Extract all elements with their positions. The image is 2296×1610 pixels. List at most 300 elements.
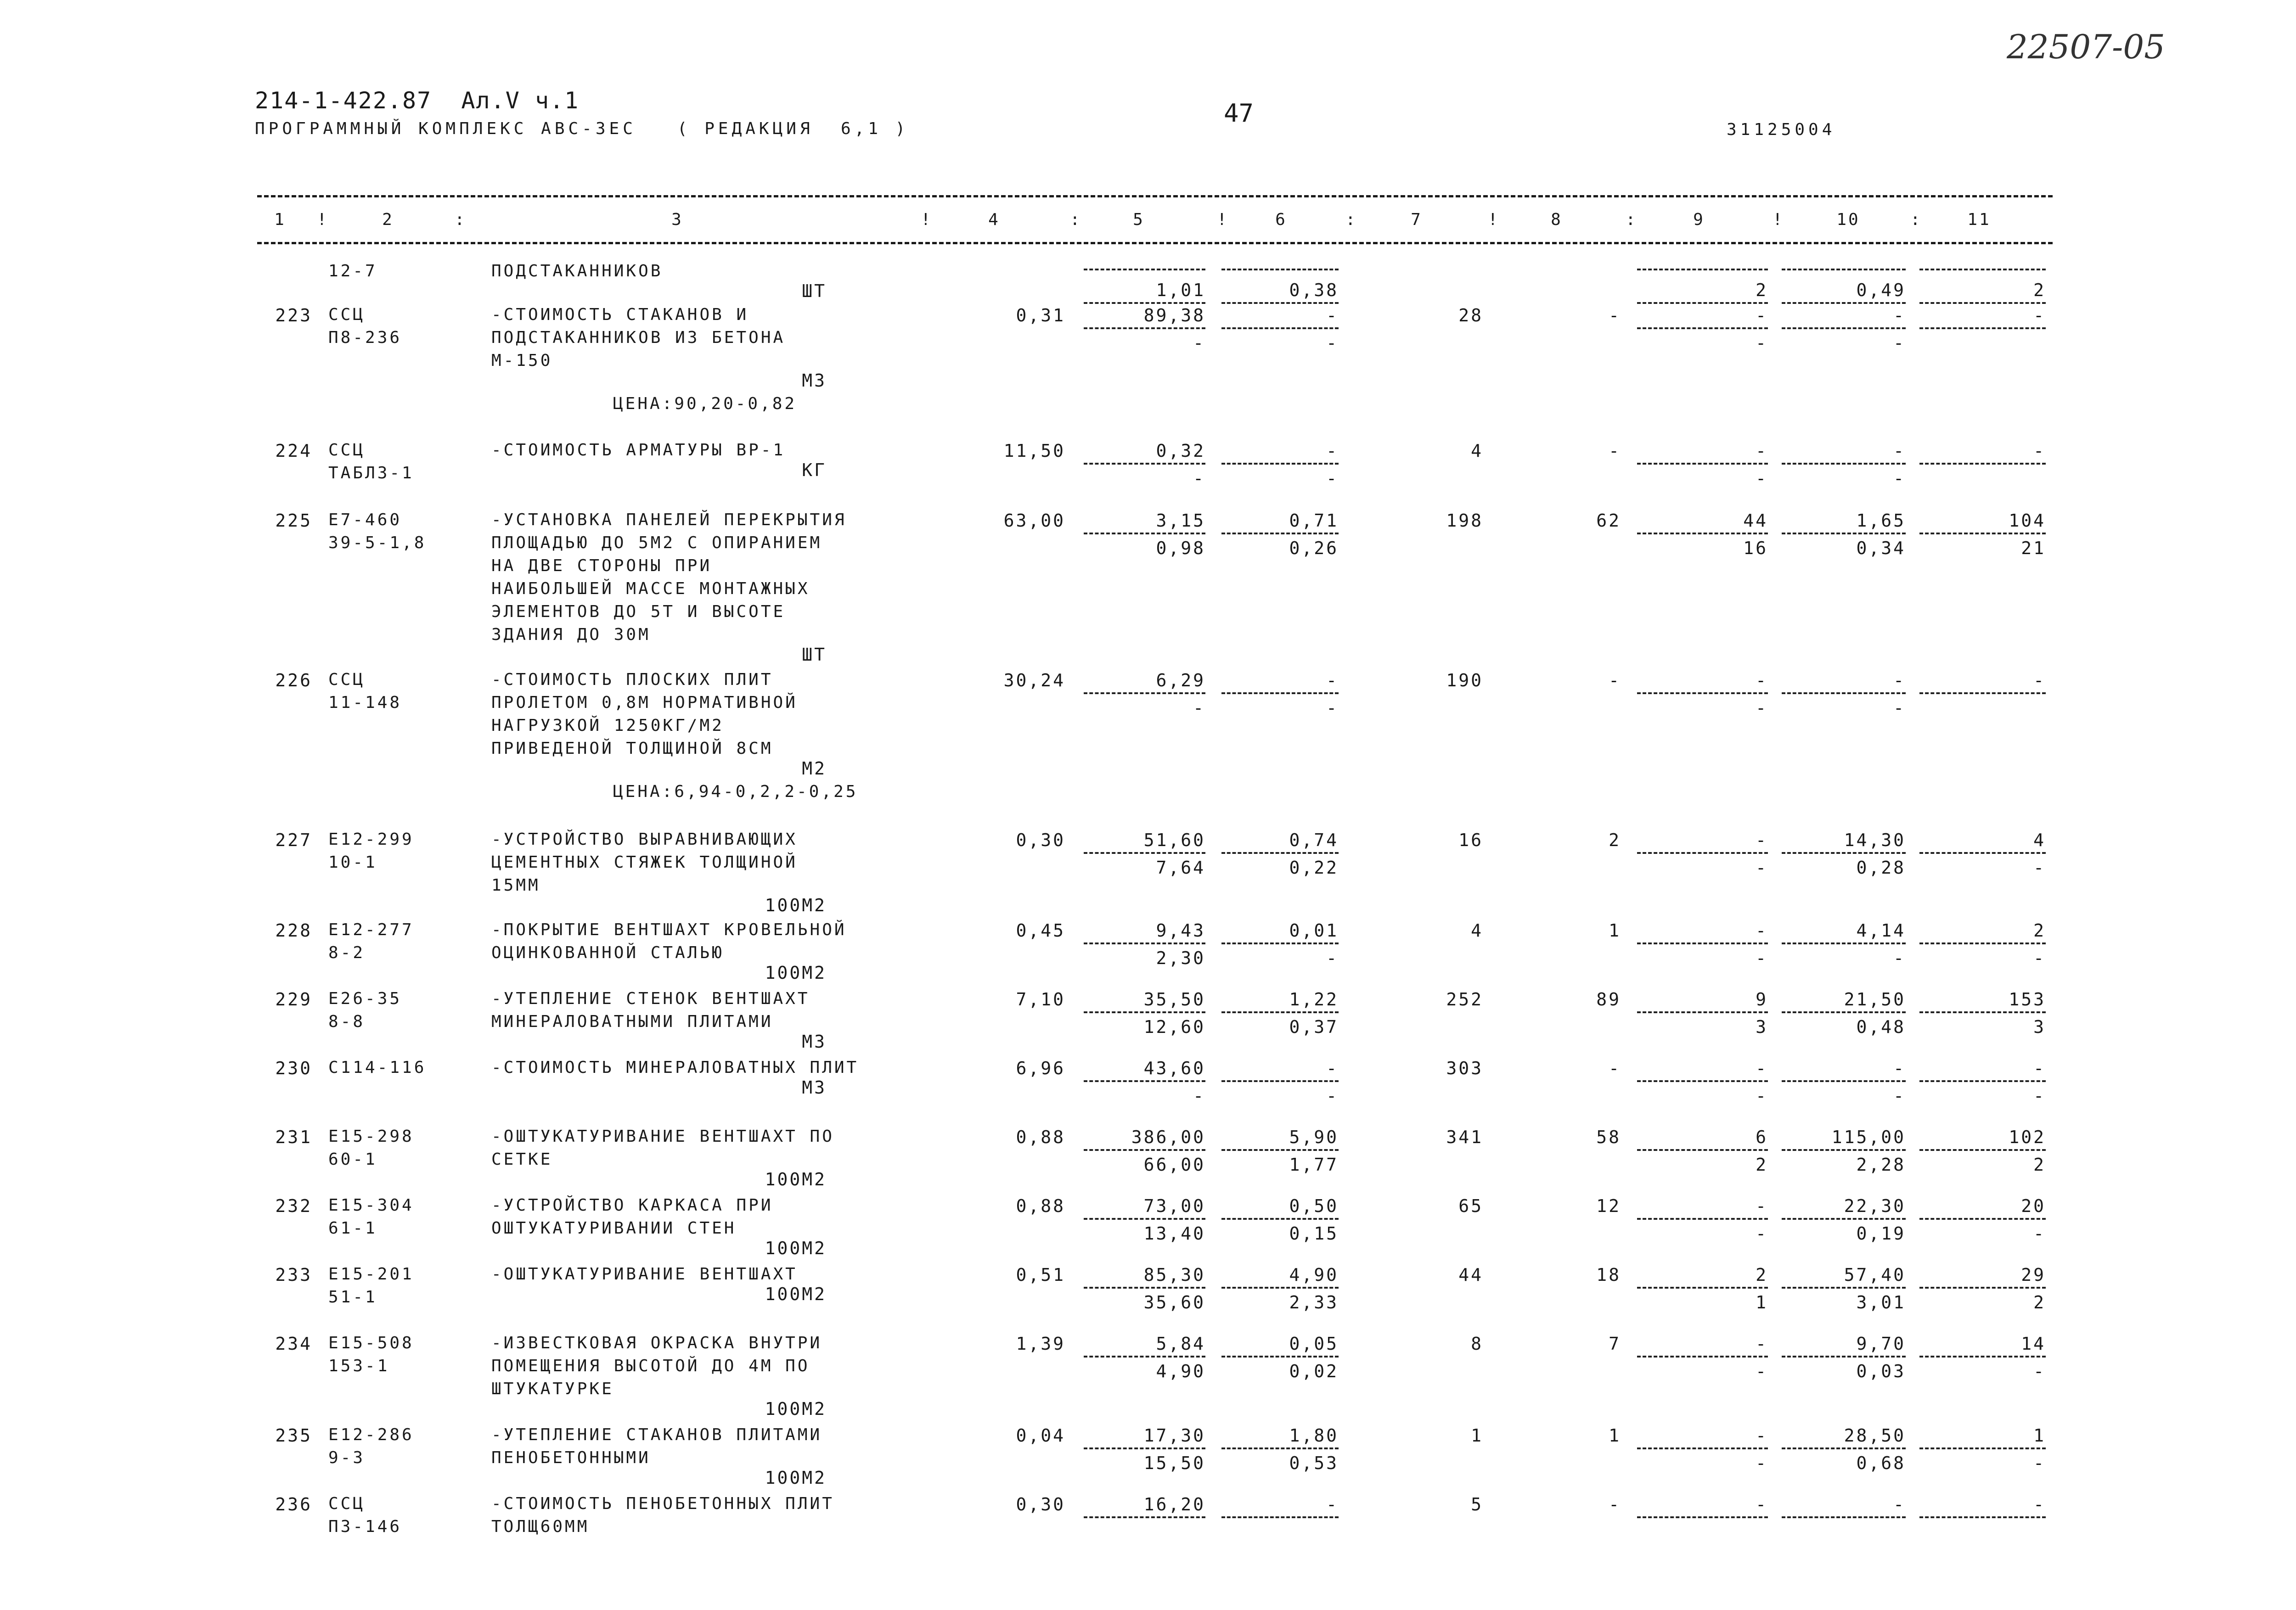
cell-col-8: 1 — [1609, 1425, 1621, 1446]
cell-col-9-sub: 1 — [1756, 1292, 1768, 1313]
cell-col-10: - — [1893, 670, 1906, 690]
column-number-10: 10 — [1836, 210, 1860, 229]
row-unit: 100М2 — [765, 1468, 827, 1488]
cell-divider — [1637, 269, 1768, 270]
column-separator: ! — [1217, 210, 1227, 229]
cell-divider — [1084, 463, 1205, 465]
cell-col-5-sub: 4,90 — [1156, 1361, 1205, 1381]
cell-col-8: - — [1609, 670, 1621, 690]
cell-col-11-sub: - — [2033, 1086, 2046, 1106]
row-description: ПРИВЕДЕНОЙ ТОЛЩИНОЙ 8СМ — [491, 739, 773, 758]
cell-divider — [1637, 1011, 1768, 1013]
cell-col-9: 2 — [1756, 280, 1768, 300]
row-description: -СТОИМОСТЬ ПЛОСКИХ ПЛИТ — [491, 670, 773, 689]
column-separator: ! — [317, 210, 327, 229]
cell-col-10-sub: - — [1893, 1086, 1906, 1106]
cell-divider — [1637, 1356, 1768, 1358]
row-id: 233 — [275, 1265, 312, 1285]
cell-col-10: - — [1893, 305, 1906, 325]
cell-col-9: 44 — [1743, 510, 1768, 531]
column-separator: ! — [1488, 210, 1498, 229]
row-code: Е7-460 — [328, 510, 402, 529]
cell-col-qty: 0,88 — [1016, 1196, 1065, 1216]
cell-divider — [1221, 269, 1339, 270]
cell-divider — [1782, 327, 1906, 329]
row-code: Е15-298 — [328, 1127, 414, 1146]
column-number-9: 9 — [1693, 210, 1705, 229]
row-code: С114-116 — [328, 1058, 427, 1077]
cell-col-10-sub: 2,28 — [1856, 1155, 1906, 1175]
row-id: 225 — [275, 510, 312, 531]
row-code: 39-5-1,8 — [328, 533, 427, 552]
column-number-7: 7 — [1411, 210, 1423, 229]
row-id: 232 — [275, 1196, 312, 1216]
cell-col-11-sub: - — [2033, 1223, 2046, 1244]
cell-col-11-sub: 21 — [2021, 538, 2046, 558]
row-description: ПРОЛЕТОМ 0,8М НОРМАТИВНОЙ — [491, 693, 798, 712]
column-separator: ! — [921, 210, 931, 229]
cell-col-7: 44 — [1458, 1265, 1483, 1285]
column-number-4: 4 — [988, 210, 1000, 229]
row-description: ТОЛЩ60ММ — [491, 1517, 590, 1536]
table-header-rule — [257, 242, 2053, 244]
row-code: Е15-508 — [328, 1334, 414, 1352]
cell-col-5-sub: 35,60 — [1143, 1292, 1205, 1313]
cell-col-qty: 0,31 — [1016, 305, 1065, 325]
cell-divider — [1221, 1218, 1339, 1220]
row-code: 8-2 — [328, 943, 366, 962]
cell-divider — [1084, 1218, 1205, 1220]
cell-col-9-sub: - — [1756, 858, 1768, 878]
row-unit: М3 — [802, 1077, 827, 1098]
cell-divider — [1084, 942, 1205, 944]
page-number: 47 — [1224, 99, 1254, 128]
row-description: -УТЕПЛЕНИЕ СТАКАНОВ ПЛИТАМИ — [491, 1425, 822, 1444]
row-description: НАИБОЛЬШЕЙ МАССЕ МОНТАЖНЫХ — [491, 579, 810, 598]
cell-col-9-sub: - — [1756, 1453, 1768, 1473]
column-separator: : — [1345, 210, 1356, 229]
column-number-8: 8 — [1551, 210, 1563, 229]
cell-col-6-sub: - — [1326, 468, 1339, 488]
cell-divider — [1782, 1356, 1906, 1358]
row-description: ПОДСТАКАННИКОВ ИЗ БЕТОНА — [491, 328, 786, 347]
cell-divider — [1637, 1080, 1768, 1082]
row-code: Е12-277 — [328, 920, 414, 939]
cell-col-5: 51,60 — [1143, 830, 1205, 850]
row-unit: КГ — [802, 460, 827, 480]
cell-divider — [1919, 942, 2046, 944]
cell-divider — [1782, 1080, 1906, 1082]
cell-col-10: - — [1893, 1494, 1906, 1515]
cell-col-9-sub: - — [1756, 1223, 1768, 1244]
column-separator: : — [1910, 210, 1920, 229]
cell-divider — [1782, 302, 1906, 304]
cell-col-6-sub: 0,37 — [1289, 1017, 1339, 1037]
cell-col-5: 6,29 — [1156, 670, 1205, 690]
row-description: М-150 — [491, 351, 553, 370]
row-code: Е12-286 — [328, 1425, 414, 1444]
cell-divider — [1919, 327, 2046, 329]
cell-col-9-sub: 2 — [1756, 1155, 1768, 1175]
cell-col-8: 7 — [1609, 1334, 1621, 1354]
cell-divider — [1221, 533, 1339, 534]
cell-col-7: 341 — [1446, 1127, 1483, 1147]
cell-col-6-sub: 1,77 — [1289, 1155, 1339, 1175]
cell-col-qty: 0,88 — [1016, 1127, 1065, 1147]
row-description: -СТОИМОСТЬ СТАКАНОВ И — [491, 305, 749, 324]
cell-divider — [1084, 1516, 1205, 1518]
cell-col-11-sub: - — [2033, 858, 2046, 878]
cell-col-5-sub: 66,00 — [1143, 1155, 1205, 1175]
row-description: -СТОИМОСТЬ АРМАТУРЫ ВР-1 — [491, 441, 786, 460]
cell-col-6-sub: - — [1326, 948, 1339, 968]
row-unit: 100М2 — [765, 963, 827, 983]
cell-col-11: 2 — [2033, 280, 2046, 300]
cell-col-11: 20 — [2021, 1196, 2046, 1216]
cell-divider — [1221, 942, 1339, 944]
cell-col-10: 28,50 — [1844, 1425, 1906, 1446]
row-code: ССЦ — [328, 670, 366, 689]
cell-col-5: 16,20 — [1143, 1494, 1205, 1515]
cell-divider — [1221, 1149, 1339, 1151]
row-code: Е15-201 — [328, 1265, 414, 1284]
cell-divider — [1919, 1080, 2046, 1082]
cell-col-10-sub: 0,03 — [1856, 1361, 1906, 1381]
cell-divider — [1637, 1149, 1768, 1151]
row-description: ПОМЕЩЕНИЯ ВЫСОТОЙ ДО 4М ПО — [491, 1357, 810, 1375]
archive-number: 22507-05 — [2007, 28, 2165, 66]
cell-divider — [1919, 1218, 2046, 1220]
cell-col-10-sub: 0,34 — [1856, 538, 1906, 558]
cell-col-7: 65 — [1458, 1196, 1483, 1216]
row-description: МИНЕРАЛОВАТНЫМИ ПЛИТАМИ — [491, 1012, 773, 1031]
cell-col-6: 0,74 — [1289, 830, 1339, 850]
cell-divider — [1782, 942, 1906, 944]
cell-col-9: - — [1756, 1334, 1768, 1354]
row-code: Е12-299 — [328, 830, 414, 849]
cell-col-5: 5,84 — [1156, 1334, 1205, 1354]
cell-divider — [1919, 533, 2046, 534]
row-code: 60-1 — [328, 1150, 377, 1169]
cell-col-5-sub: - — [1193, 698, 1205, 718]
cell-col-5: 85,30 — [1143, 1265, 1205, 1285]
row-code: Е15-304 — [328, 1196, 414, 1215]
cell-col-11: 1 — [2033, 1425, 2046, 1446]
cell-col-9: - — [1756, 305, 1768, 325]
row-unit: М3 — [802, 1032, 827, 1052]
cell-col-7: 28 — [1458, 305, 1483, 325]
cell-divider — [1637, 1516, 1768, 1518]
cell-divider — [1782, 852, 1906, 854]
cell-col-5: 0,32 — [1156, 441, 1205, 461]
row-code: 51-1 — [328, 1288, 377, 1307]
row-description: -ОШТУКАТУРИВАНИЕ ВЕНТШАХТ — [491, 1265, 798, 1284]
cell-col-9: 2 — [1756, 1265, 1768, 1285]
cell-col-10-sub: - — [1893, 948, 1906, 968]
row-id: 228 — [275, 920, 312, 941]
row-code: ССЦ — [328, 1494, 366, 1513]
cell-divider — [1782, 1218, 1906, 1220]
row-code: 61-1 — [328, 1219, 377, 1238]
cell-divider — [1919, 1011, 2046, 1013]
cell-divider — [1221, 1356, 1339, 1358]
cell-col-7: 252 — [1446, 989, 1483, 1010]
cell-col-6: 4,90 — [1289, 1265, 1339, 1285]
row-id: 234 — [275, 1334, 312, 1354]
cell-col-6-sub: 0,22 — [1289, 858, 1339, 878]
row-description: ЗДАНИЯ ДО 30М — [491, 625, 651, 644]
cell-divider — [1919, 1447, 2046, 1449]
cell-divider — [1221, 463, 1339, 465]
cell-col-10-sub: 3,01 — [1856, 1292, 1906, 1313]
cell-col-7: 303 — [1446, 1058, 1483, 1078]
cell-col-9-sub: 3 — [1756, 1017, 1768, 1037]
cell-col-9: - — [1756, 920, 1768, 941]
row-description: -СТОИМОСТЬ ПЕНОБЕТОННЫХ ПЛИТ — [491, 1494, 834, 1513]
cell-col-7: 4 — [1471, 920, 1483, 941]
row-price-note: ЦЕНА:90,20-0,82 — [613, 394, 797, 413]
row-description: СЕТКЕ — [491, 1150, 553, 1169]
cell-col-11-sub: 2 — [2033, 1292, 2046, 1313]
cell-divider — [1919, 269, 2046, 270]
cell-divider — [1919, 1516, 2046, 1518]
cell-col-qty: 6,96 — [1016, 1058, 1065, 1078]
cell-col-5: 386,00 — [1131, 1127, 1205, 1147]
cell-col-5-sub: - — [1193, 333, 1205, 353]
cell-col-10-sub: 0,48 — [1856, 1017, 1906, 1037]
cell-col-6-sub: 0,02 — [1289, 1361, 1339, 1381]
cell-col-6: - — [1326, 1494, 1339, 1515]
row-unit: 100М2 — [765, 1284, 827, 1304]
cell-col-11: - — [2033, 305, 2046, 325]
row-unit: 100М2 — [765, 895, 827, 915]
cell-col-10: - — [1893, 441, 1906, 461]
cell-divider — [1782, 269, 1906, 270]
cell-col-10: 21,50 — [1844, 989, 1906, 1010]
row-unit: 100М2 — [765, 1238, 827, 1258]
cell-divider — [1782, 533, 1906, 534]
cell-divider — [1637, 1287, 1768, 1289]
row-id: 235 — [275, 1425, 312, 1446]
cell-col-10: 57,40 — [1844, 1265, 1906, 1285]
cell-col-8: 58 — [1596, 1127, 1621, 1147]
cell-col-11: 14 — [2021, 1334, 2046, 1354]
code-number: 31125004 — [1727, 120, 1836, 139]
row-unit: 100М2 — [765, 1399, 827, 1419]
cell-divider — [1221, 1516, 1339, 1518]
cell-col-11-sub: - — [2033, 948, 2046, 968]
cell-col-9: - — [1756, 670, 1768, 690]
row-code: ССЦ — [328, 441, 366, 460]
cell-col-11: 2 — [2033, 920, 2046, 941]
cell-col-5-sub: 13,40 — [1143, 1223, 1205, 1244]
cell-col-9-sub: - — [1756, 1361, 1768, 1381]
row-unit: ШТ — [802, 281, 827, 301]
cell-col-qty: 0,04 — [1016, 1425, 1065, 1446]
row-unit: М2 — [802, 758, 827, 779]
cell-col-5-sub: 2,30 — [1156, 948, 1205, 968]
cell-col-7: 4 — [1471, 441, 1483, 461]
cell-divider — [1084, 1080, 1205, 1082]
cell-divider — [1637, 302, 1768, 304]
cell-col-9-sub: - — [1756, 333, 1768, 353]
row-code: 8-8 — [328, 1012, 366, 1031]
cell-col-10: 14,30 — [1844, 830, 1906, 850]
cell-divider — [1084, 327, 1205, 329]
cell-col-9: 9 — [1756, 989, 1768, 1010]
cell-col-9: - — [1756, 1494, 1768, 1515]
cell-col-qty: 63,00 — [1003, 510, 1065, 531]
cell-col-qty: 1,39 — [1016, 1334, 1065, 1354]
cell-col-6: 1,22 — [1289, 989, 1339, 1010]
cell-col-7: 5 — [1471, 1494, 1483, 1515]
cell-divider — [1919, 1149, 2046, 1151]
cell-divider — [1084, 533, 1205, 534]
cell-col-10: 22,30 — [1844, 1196, 1906, 1216]
cell-divider — [1782, 463, 1906, 465]
cell-divider — [1919, 852, 2046, 854]
cell-col-8: - — [1609, 305, 1621, 325]
column-separator: : — [1626, 210, 1636, 229]
cell-divider — [1782, 1516, 1906, 1518]
cell-col-9: 6 — [1756, 1127, 1768, 1147]
cell-col-10: 1,65 — [1856, 510, 1906, 531]
cell-col-11: 153 — [2009, 989, 2046, 1010]
cell-col-6-sub: 0,53 — [1289, 1453, 1339, 1473]
cell-col-9-sub: - — [1756, 698, 1768, 718]
cell-col-10: 4,14 — [1856, 920, 1906, 941]
row-code: 9-3 — [328, 1448, 366, 1467]
cell-col-5-sub: 0,98 — [1156, 538, 1205, 558]
cell-col-8: - — [1609, 1058, 1621, 1078]
row-code: ССЦ — [328, 305, 366, 324]
cell-divider — [1084, 1287, 1205, 1289]
row-id: 236 — [275, 1494, 312, 1515]
cell-col-11: - — [2033, 670, 2046, 690]
cell-col-6-sub: - — [1326, 1086, 1339, 1106]
row-description: -ИЗВЕСТКОВАЯ ОКРАСКА ВНУТРИ — [491, 1334, 822, 1352]
cell-col-11: 29 — [2021, 1265, 2046, 1285]
cell-divider — [1637, 327, 1768, 329]
row-description: -УСТРОЙСТВО ВЫРАВНИВАЮЩИХ — [491, 830, 798, 849]
cell-divider — [1084, 1447, 1205, 1449]
cell-divider — [1637, 1218, 1768, 1220]
cell-col-5-sub: 7,64 — [1156, 858, 1205, 878]
cell-divider — [1084, 269, 1205, 270]
cell-col-6: 0,05 — [1289, 1334, 1339, 1354]
cell-col-10-sub: 0,19 — [1856, 1223, 1906, 1244]
cell-divider — [1221, 327, 1339, 329]
row-code: 12-7 — [328, 262, 377, 280]
row-id: 230 — [275, 1058, 312, 1078]
cell-col-6: 0,50 — [1289, 1196, 1339, 1216]
program-title: ПРОГРАММНЫЙ КОМПЛЕКС АВС-3ЕС ( РЕДАКЦИЯ 6,1 ) — [255, 119, 909, 138]
cell-col-5: 3,15 — [1156, 510, 1205, 531]
cell-divider — [1221, 1447, 1339, 1449]
cell-divider — [1637, 463, 1768, 465]
cell-divider — [1637, 852, 1768, 854]
cell-col-qty: 30,24 — [1003, 670, 1065, 690]
row-id: 223 — [275, 305, 312, 325]
cell-divider — [1084, 852, 1205, 854]
row-description: ПЛОЩАДЬЮ ДО 5М2 С ОПИРАНИЕМ — [491, 533, 822, 552]
cell-divider — [1782, 1149, 1906, 1151]
cell-col-8: 1 — [1609, 920, 1621, 941]
cell-col-5: 73,00 — [1143, 1196, 1205, 1216]
row-description: -ПОКРЫТИЕ ВЕНТШАХТ КРОВЕЛЬНОЙ — [491, 920, 847, 939]
cell-divider — [1221, 1287, 1339, 1289]
cell-divider — [1919, 302, 2046, 304]
cell-col-5: 89,38 — [1143, 305, 1205, 325]
cell-col-6: 5,90 — [1289, 1127, 1339, 1147]
column-number-11: 11 — [1967, 210, 1991, 229]
cell-col-qty: 0,51 — [1016, 1265, 1065, 1285]
cell-divider — [1637, 692, 1768, 694]
column-number-1: 1 — [274, 210, 286, 229]
cell-col-6: 1,80 — [1289, 1425, 1339, 1446]
cell-col-7: 16 — [1458, 830, 1483, 850]
cell-divider — [1221, 302, 1339, 304]
cell-col-11-sub: - — [2033, 1361, 2046, 1381]
cell-col-10: 9,70 — [1856, 1334, 1906, 1354]
cell-col-8: 12 — [1596, 1196, 1621, 1216]
cell-col-11-sub: 3 — [2033, 1017, 2046, 1037]
cell-col-7: 1 — [1471, 1425, 1483, 1446]
row-code: Е26-35 — [328, 989, 402, 1008]
row-id: 227 — [275, 830, 312, 850]
cell-divider — [1637, 942, 1768, 944]
row-description: -ОШТУКАТУРИВАНИЕ ВЕНТШАХТ ПО — [491, 1127, 834, 1146]
cell-col-6-sub: 2,33 — [1289, 1292, 1339, 1313]
cell-col-10-sub: - — [1893, 468, 1906, 488]
cell-col-8: - — [1609, 441, 1621, 461]
row-description: НА ДВЕ СТОРОНЫ ПРИ — [491, 556, 712, 575]
row-code: 11-148 — [328, 693, 402, 712]
cell-col-10: 115,00 — [1831, 1127, 1906, 1147]
cell-col-9-sub: - — [1756, 468, 1768, 488]
cell-col-5-sub: 15,50 — [1143, 1453, 1205, 1473]
cell-col-qty: 0,45 — [1016, 920, 1065, 941]
row-description: ЦЕМЕНТНЫХ СТЯЖЕК ТОЛЩИНОЙ — [491, 853, 798, 872]
cell-col-5: 43,60 — [1143, 1058, 1205, 1078]
row-description: 15ММ — [491, 876, 540, 895]
cell-col-5-sub: - — [1193, 1086, 1205, 1106]
row-id: 226 — [275, 670, 312, 690]
cell-col-10-sub: - — [1893, 698, 1906, 718]
column-number-2: 2 — [382, 210, 394, 229]
row-description: -СТОИМОСТЬ МИНЕРАЛОВАТНЫХ ПЛИТ — [491, 1058, 859, 1077]
cell-col-10: 0,49 — [1856, 280, 1906, 300]
cell-divider — [1221, 852, 1339, 854]
cell-col-6: 0,01 — [1289, 920, 1339, 941]
cell-col-qty: 0,30 — [1016, 830, 1065, 850]
cell-col-8: 18 — [1596, 1265, 1621, 1285]
cell-col-11: - — [2033, 1494, 2046, 1515]
cell-col-11: 102 — [2009, 1127, 2046, 1147]
cell-col-8: 2 — [1609, 830, 1621, 850]
cell-col-10-sub: - — [1893, 333, 1906, 353]
cell-col-5: 9,43 — [1156, 920, 1205, 941]
cell-col-6: - — [1326, 1058, 1339, 1078]
row-description: ЭЛЕМЕНТОВ ДО 5Т И ВЫСОТЕ — [491, 602, 786, 621]
cell-divider — [1221, 1080, 1339, 1082]
cell-col-6: - — [1326, 441, 1339, 461]
row-id: 231 — [275, 1127, 312, 1147]
cell-divider — [1637, 1447, 1768, 1449]
cell-col-7: 198 — [1446, 510, 1483, 531]
cell-col-qty: 7,10 — [1016, 989, 1065, 1010]
cell-col-7: 190 — [1446, 670, 1483, 690]
